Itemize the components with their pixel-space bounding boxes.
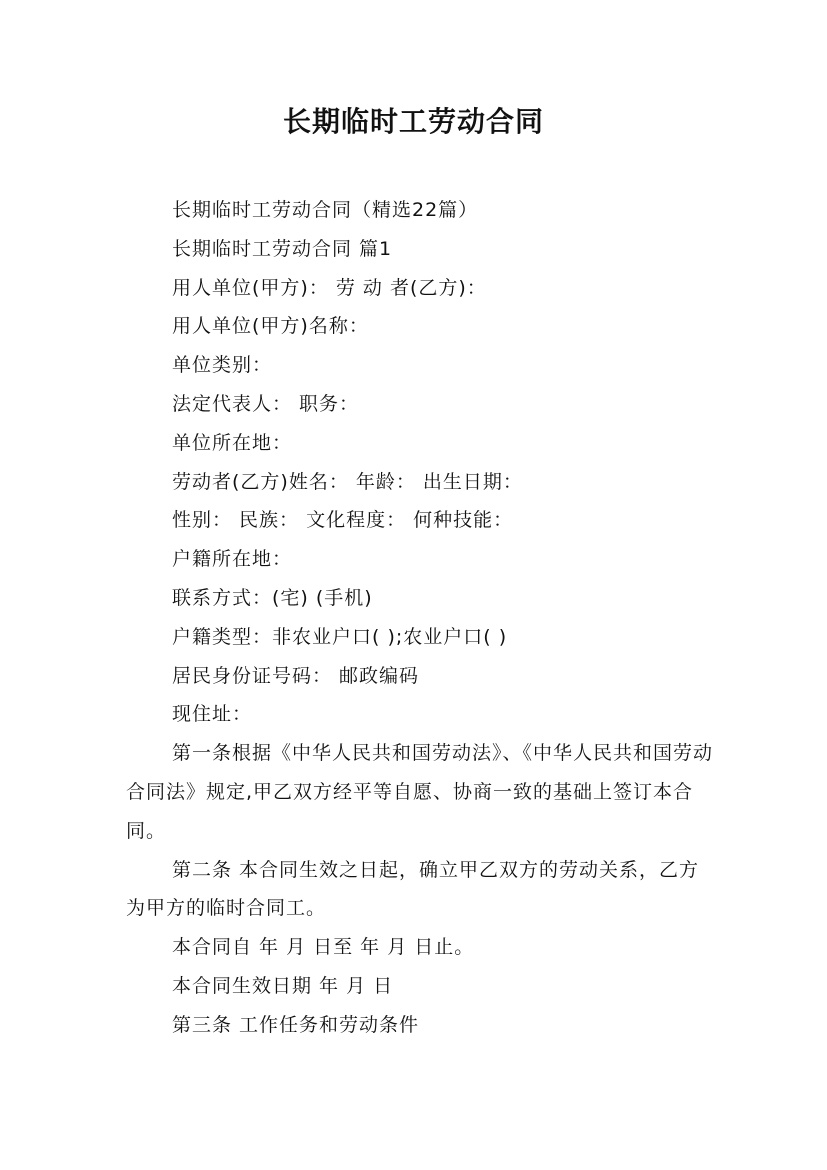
paragraph-employer-name: 用人单位(甲方)名称： [172,315,369,338]
paragraph-employee-details: 性别： 民族： 文化程度： 何种技能： [172,509,514,532]
paragraph-parties: 用人单位(甲方)： 劳 动 者(乙方)： [172,276,487,299]
paragraph-contract-term: 本合同自 年 月 日至 年 月 日止。 [172,936,475,959]
paragraph-household-type: 户籍类型：非农业户口( );农业户口( ) [172,625,508,648]
paragraph-employer-address: 单位所在地： [172,431,293,454]
paragraph-contact: 联系方式：(宅) (手机) [172,586,373,609]
paragraph-subtitle: 长期临时工劳动合同（精选22篇） [172,199,479,221]
paragraph-article-3: 第三条 工作任务和劳动条件 [172,1013,420,1036]
document-title: 长期临时工劳动合同 [282,105,544,138]
paragraph-effective-date: 本合同生效日期 年 月 日 [172,974,394,997]
paragraph-article-2: 第二条 本合同生效之日起，确立甲乙双方的劳动关系，乙方为甲方的临时合同工。 [126,858,700,920]
document-body [126,191,718,1045]
paragraph-article-1: 第一条根据《中华人民共和国劳动法》、《中华人民共和国劳动合同法》规定,甲乙双方经平等自愿、协商一致的基础上签订本合同。 [126,742,714,842]
paragraph-household-location: 户籍所在地： [172,548,293,571]
paragraph-employee-name: 劳动者(乙方)姓名： 年龄： 出生日期： [172,470,523,493]
paragraph-employer-type: 单位类别： [172,354,273,377]
paragraph-id-number: 居民身份证号码： 邮政编码 [172,664,420,687]
paragraph-legal-representative: 法定代表人： 职务： [172,392,360,415]
paragraph-section-heading: 长期临时工劳动合同 篇1 [172,237,393,260]
paragraph-current-address: 现住址： [172,703,253,726]
